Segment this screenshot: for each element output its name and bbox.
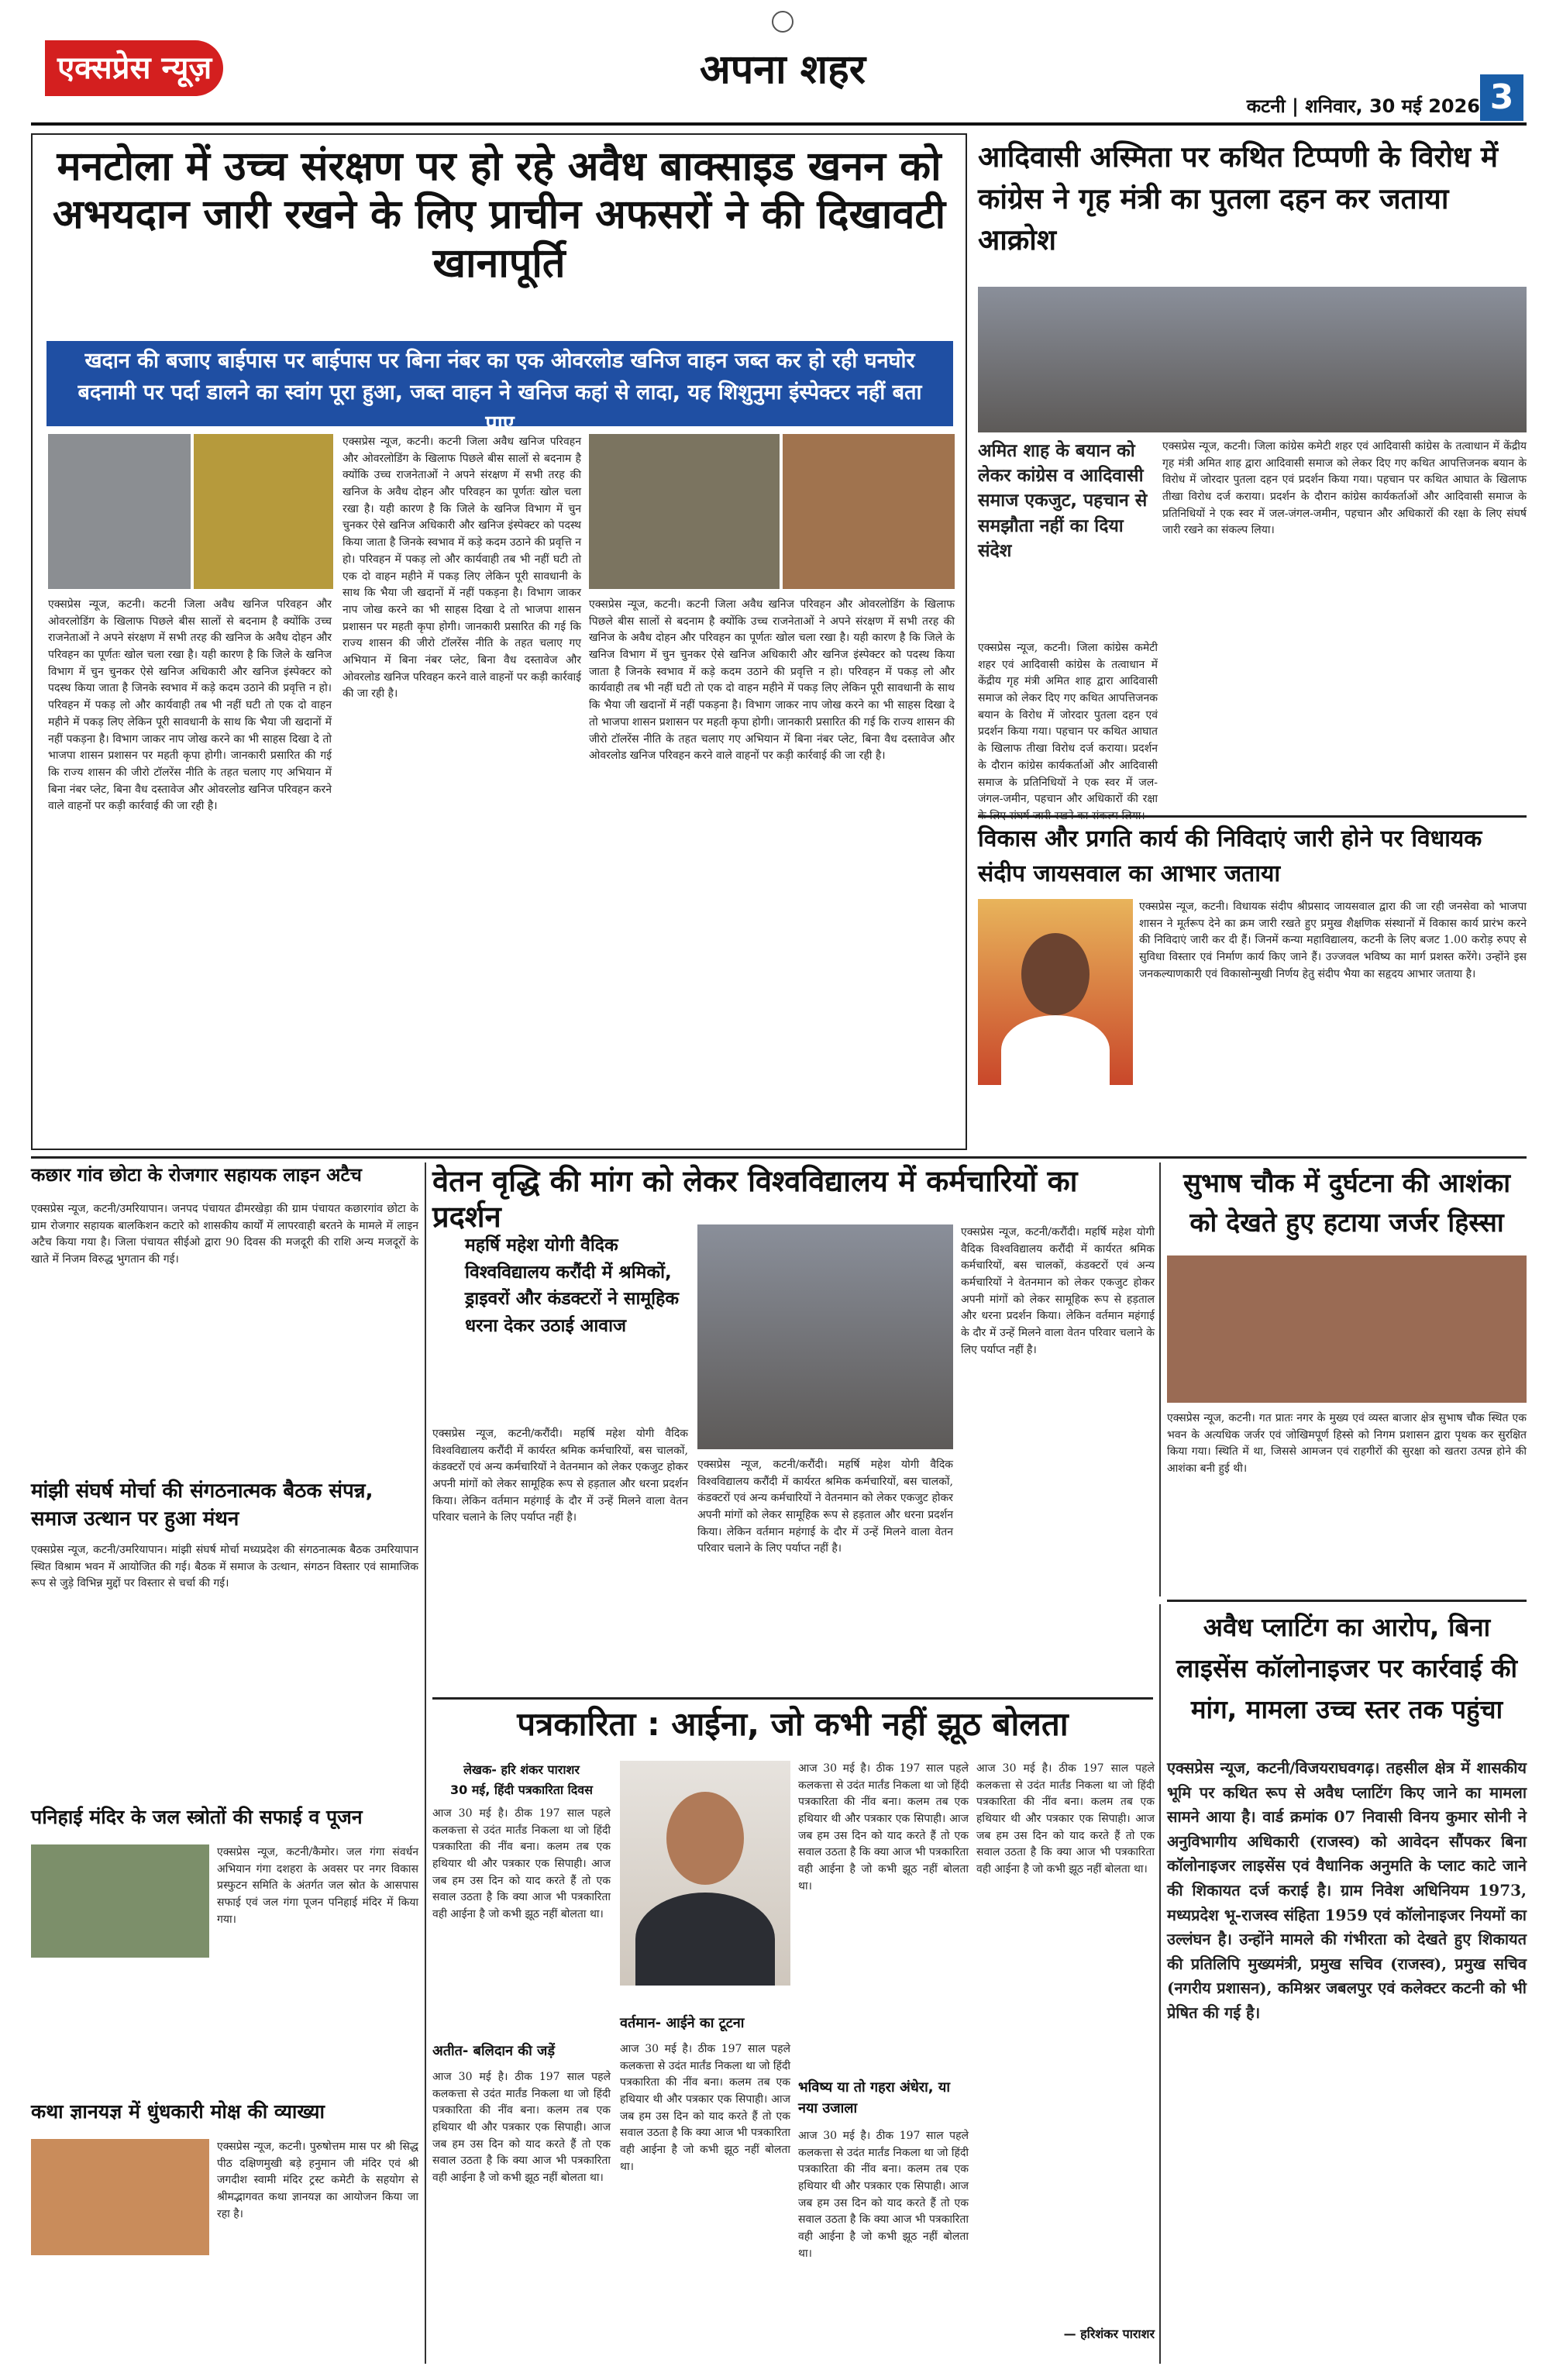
kachhar-body: एक्सप्रेस न्यूज, कटनी/उमरियापान। जनपद पंचायत ढीमरखेड़ा की ग्राम पंचायत कछारगांव छोटा के ग्राम रोजगार सहायक बालकिशन कटारे को शासकीय कार्यों में लापरवाही बरतने के मामले में लाइन अटैच किया गया है। जिला पंचायत सीईओ द्वारा 90 दिवस की मजदूरी की राशि अन्य मजदूरों के खाते में निजम विरुद्ध भुगतान की गई। (31, 1203, 418, 1266)
univ-body-col-1: एक्सप्रेस न्यूज, कटनी/करौंदी। महर्षि महेश योगी वैदिक विश्वविद्यालय करौंदी में कार्यरत श्रमिक कर्मचारियों, बस चालकों, कंडक्टरों एवं अन्य कर्मचारियों ने वेतनमान को लेकर एकजुट होकर अपनी मांगों को लेकर सामूहिक रूप से हड़ताल और धरना प्रदर्शन किया। लेकिन वर्तमान महंगाई के दौर में उन्हें मिलने वाला वेतन परिवार चलाने के लिए पर्याप्त नहीं है। (432, 1428, 688, 1524)
manjhi-headline: मांझी संघर्ष मोर्चा की संगठनात्मक बैठक संपन्न, समाज उत्थान पर हुआ मंथन (31, 1479, 374, 1531)
face-shape (666, 1792, 744, 1885)
masthead-logo: एक्सप्रेस न्यूज़ (45, 40, 223, 96)
katha-headline: कथा ज्ञानयज्ञ में धुंधकारी मोक्ष की व्याख्या (31, 2100, 325, 2123)
panihai-body: एक्सप्रेस न्यूज, कटनी/कैमोर। जल गंगा संवर्धन अभियान गंगा दशहरा के अवसर पर नगर विकास प्रस्फुटन समिति के अंतर्गत जल स्रोत के आसपास सफाई एवं जल गंगा पूजन पनिहाई मंदिर में किया गया। (217, 1846, 418, 1926)
congress-headline: आदिवासी अस्मिता पर कथित टिप्पणी के विरोध में कांग्रेस ने गृह मंत्री का पुतला दहन कर जताया आक्रोश (978, 140, 1499, 257)
patrakarita-dateline: 30 मई, हिंदी पत्रकारिता दिवस (450, 1782, 593, 1797)
panihai-headline: पनिहाई मंदिर के जल स्त्रोतों की सफाई व पूजन (31, 1806, 363, 1828)
patrakarita-body-col-1: आज 30 मई है। ठीक 197 साल पहले कलकत्ता से उदंत मार्तंड निकला था जो हिंदी पत्रकारिता की नींव बना। कलम तब एक हथियार थी और पत्रकार एक सिपाही। आज जब हम उस दिन को याद करते हैं तो एक सवाल उठता है कि क्या आज भी पत्रकारिता वही आईना है जो कभी झूठ नहीं बोलता था। (432, 1807, 611, 1921)
lead-deck: खदान की बजाए बाईपास पर बाईपास पर बिना नंबर का एक ओवरलोड खनिज वाहन जब्त कर हो रही घनघोर बदनामी पर पर्दा डालने का स्वांग पूरा हुआ, जब्त वाहन ने खनिज कहां से लादा, यह शिशुनुमा इंस्पेक्टर नहीं बता पाए (46, 341, 953, 426)
plotting-rule (1167, 1600, 1527, 1602)
patrakarita-body-col-3b: आज 30 मई है। ठीक 197 साल पहले कलकत्ता से उदंत मार्तंड निकला था जो हिंदी पत्रकारिता की नींव बना। कलम तब एक हथियार थी और पत्रकार एक सिपाही। आज जब हम उस दिन को याद करते हैं तो एक सवाल उठता है कि क्या आज भी पत्रकारिता वही आईना है जो कभी झूठ नहीं बोलता था। (798, 2130, 969, 2260)
mla-portrait (978, 899, 1133, 1085)
patrakarita-body-col-4: आज 30 मई है। ठीक 197 साल पहले कलकत्ता से उदंत मार्तंड निकला था जो हिंदी पत्रकारिता की नींव बना। कलम तब एक हथियार थी और पत्रकार एक सिपाही। आज जब हम उस दिन को याद करते हैं तो एक सवाल उठता है कि क्या आज भी पत्रकारिता वही आईना है जो कभी झूठ नहीं बोलता था। (976, 1762, 1155, 1876)
section-title: अपना शहर (700, 46, 866, 93)
univ-headline: वेतन वृद्धि की मांग को लेकर विश्वविद्यालय में कर्मचारियों का प्रदर्शन (432, 1164, 1078, 1234)
column-divider-3 (1159, 1604, 1161, 2364)
patrakarita-body-col-3: आज 30 मई है। ठीक 197 साल पहले कलकत्ता से उदंत मार्तंड निकला था जो हिंदी पत्रकारिता की नींव बना। कलम तब एक हथियार थी और पत्रकार एक सिपाही। आज जब हम उस दिन को याद करते हैं तो एक सवाल उठता है कि क्या आज भी पत्रकारिता वही आईना है जो कभी झूठ नहीं बोलता था। (798, 1762, 969, 1893)
patrakarita-sub-present: वर्तमान- आईने का टूटना (620, 2015, 745, 2031)
panihai-photo (31, 1844, 209, 1958)
subhash-headline: सुभाष चौक में दुर्घटना की आशंका को देखते हुए हटाया जर्जर हिस्सा (1182, 1168, 1511, 1238)
patrakarita-headline: पत्रकारिता : आईना, जो कभी नहीं झूठ बोलता (517, 1705, 1069, 1743)
lead-headline: मनटोला में उच्च संरक्षण पर हो रहे अवैध बाक्साइड खनन को अभयदान जारी रखने के लिए प्राचीन अफसरों ने की दिखावटी खानापूर्ति (52, 143, 946, 287)
plotting-body: एक्सप्रेस न्यूज, कटनी/विजयराघवगढ़। तहसील क्षेत्र में शासकीय भूमि पर कथित रूप से अवैध प्लाटिंग किए जाने का मामला सामने आया है। वार्ड क्रमांक 07 निवासी विनय कुमार सोनी ने अनुविभागीय अधिकारी (राजस्व) को आवेदन सौंपकर बिना कॉलोनाइजर लाइसेंस एवं वैधानिक अनुमति के प्लाट काटे जाने की शिकायत दर्ज कराई है। ग्राम निवेश अधिनियम 1973, मध्यप्रदेश भू-राजस्व संहिता 1959 एवं कॉलोनाइजर नियमों का उल्लंघन है। उन्होंने मामले की गंभीरता को देखते हुए शिकायत की प्रतिलिपि मुख्यमंत्री, प्रमुख सचिव (राजस्व), प्रमुख सचिव (नगरीय प्रशासन), कमिश्नर जबलपुर एवं कलेक्टर कटनी को भी प्रेषित की गई है। (1167, 1758, 1527, 2022)
truck-photo-1 (48, 434, 191, 589)
subhash-building-photo (1167, 1255, 1527, 1403)
author-portrait (620, 1761, 790, 1986)
coat-shape (635, 1893, 775, 1986)
masthead-rule (31, 122, 1527, 126)
congress-body-right: एक्सप्रेस न्यूज, कटनी। जिला कांग्रेस कमेटी शहर एवं आदिवासी कांग्रेस के तत्वाधान में केंद्रीय गृह मंत्री अमित शाह द्वारा आदिवासी समाज को लेकर दिए गए कथित आपत्तिजनक बयान के विरोध में जोरदार पुतला दहन एवं प्रदर्शन किया गया। पहचान पर कथित आघात के खिलाफ तीखा विरोध दर्ज कराया। प्रदर्शन के दौरान कांग्रेस कार्यकर्ताओं और आदिवासी समाज के प्रतिनिधियों ने एक स्वर में जल-जंगल-जमीन, पहचान और अधिकारों की रक्षा के लिए संघर्ष जारी रखने का संकल्प लिया। (1162, 440, 1527, 537)
mla-headline: विकास और प्रगति कार्य की निविदाएं जारी होने पर विधायक संदीप जायसवाल का आभार जताया (978, 825, 1482, 887)
plotting-headline: अवैध प्लाटिंग का आरोप, बिना लाइसेंस कॉलोनाइजर पर कार्रवाई की मांग, मामला उच्च स्तर तक पहुंचा (1176, 1612, 1518, 1724)
patrakarita-sub-future: भविष्य या तो गहरा अंधेरा, या नया उजाला (798, 2079, 951, 2117)
katha-body: एक्सप्रेस न्यूज, कटनी। पुरुषोत्तम मास पर श्री सिद्ध पीठ दक्षिणमुखी बड़े हनुमान जी मंदिर एवं श्री जगदीश स्वामी मंदिर ट्रस्ट कमेटी के सहयोग से श्रीमद्भागवत कथा ज्ञानयज्ञ का आयोजन किया जा रहा है। (217, 2141, 418, 2220)
subhash-body: एक्सप्रेस न्यूज, कटनी। गत प्रातः नगर के मुख्य एवं व्यस्त बाजार क्षेत्र सुभाष चौक स्थित एक भवन के अत्यधिक जर्जर एवं जोखिमपूर्ण हिस्से को निगम प्रशासन द्वारा पृथक कर सुरक्षित किया गया। स्थिति में था, जिससे आमजन एवं राहगीरों की सुरक्षा को खतरा उत्पन्न होने की आशंका बनी हुई थी। (1167, 1412, 1527, 1476)
truck-photo-2 (194, 434, 333, 589)
patrakarita-body-col-1b: आज 30 मई है। ठीक 197 साल पहले कलकत्ता से उदंत मार्तंड निकला था जो हिंदी पत्रकारिता की नींव बना। कलम तब एक हथियार थी और पत्रकार एक सिपाही। आज जब हम उस दिन को याद करते हैं तो एक सवाल उठता है कि क्या आज भी पत्रकारिता वही आईना है जो कभी झूठ नहीं बोलता था। (432, 2071, 611, 2185)
kachhar-headline: कछार गांव छोटा के रोजगार सहायक लाइन अटैच (31, 1164, 362, 1186)
katha-photo (31, 2139, 209, 2255)
page-number: 3 (1480, 74, 1523, 121)
shirt-shape (1001, 1015, 1110, 1085)
univ-pullquote: महर्षि महेश योगी वैदिक विश्वविद्यालय करौंदी में श्रमिकों, ड्राइवरों और कंडक्टरों ने सामूहिक धरना देकर उठाई आवाज (465, 1235, 679, 1336)
patrakarita-byline: लेखक- हरि शंकर पाराशर (463, 1762, 580, 1777)
manjhi-body: एक्सप्रेस न्यूज, कटनी/उमरियापान। मांझी संघर्ष मोर्चा मध्यप्रदेश की संगठनात्मक बैठक उमरियापान स्थित विश्राम भवन में आयोजित की गई। बैठक में समाज के उत्थान, संगठन विस्तार एवं सामाजिक रूप से जुड़े विभिन्न मुद्दों पर विस्तार से चर्चा की गई। (31, 1544, 418, 1590)
patrakarita-sub-past: अतीत- बलिदान की जड़ें (432, 2043, 556, 2059)
univ-body-col-2: एक्सप्रेस न्यूज, कटनी/करौंदी। महर्षि महेश योगी वैदिक विश्वविद्यालय करौंदी में कार्यरत श्रमिक कर्मचारियों, बस चालकों, कंडक्टरों एवं अन्य कर्मचारियों ने वेतनमान को लेकर एकजुट होकर अपनी मांगों को लेकर सामूहिक रूप से हड़ताल और धरना प्रदर्शन किया। लेकिन वर्तमान महंगाई के दौर में उन्हें मिलने वाला वेतन परिवार चलाने के लिए पर्याप्त नहीं है। (697, 1459, 953, 1555)
congress-body-left: एक्सप्रेस न्यूज, कटनी। जिला कांग्रेस कमेटी शहर एवं आदिवासी कांग्रेस के तत्वाधान में केंद्रीय गृह मंत्री अमित शाह द्वारा आदिवासी समाज को लेकर दिए गए कथित आपत्तिजनक बयान के विरोध में जोरदार पुतला दहन एवं प्रदर्शन किया गया। पहचान पर कथित आघात के खिलाफ तीखा विरोध दर्ज कराया। प्रदर्शन के दौरान कांग्रेस कार्यकर्ताओं और आदिवासी समाज के प्रतिनिधियों ने एक स्वर में जल-जंगल-जमीन, पहचान और अधिकारों की रक्षा (978, 642, 1158, 806)
mla-rule (978, 815, 1527, 818)
seized-vehicle-photo-1 (589, 434, 780, 589)
lead-body-col-1: एक्सप्रेस न्यूज, कटनी। कटनी जिला अवैध खनिज परिवहन और ओवरलोडिंग के खिलाफ पिछले बीस सालों से बदनाम है क्योंकि उच्च राजनेताओं ने अपने संरक्षण में सभी तरह की खनिज के अवैध दोहन और परिवहन का पूर्णतः खोल चला रखा है। यही कारण है कि जिले के खनिज विभाग में चुन चुनकर ऐसे खनिज अधिकारी और खनिज इंस्पेक्टर को पदस्थ किया जाता है जिनके स्वभाव में कड़े कदम उठाने की प्रवृत्ति न हो। परिवहन में पकड़ लो और कार्यवाही तब भी नहीं घटी तो एक दो वाहन महीने में पकड़ लिए लेकिन पूरी सावधानी के साथ कि भैया जी खदानों में नहीं पकड़ना है। विभाग जाकर नाप जोख करने का भी साहस दिखा दे तो भाजपा शासन प्रशासन पर महती कृपा होगी। जानकारी प्रसारित की गई कि राज्य शासन की जीरो टॉलरेंस नीति के तहत चलाए गए अभियान में बिना नंबर प्लेट, बिना वैध दस्तावेज और ओवरलोड खनिज परिवहन करने वाले वाहनों पर कड़ी कार्रवाई की जा रही है। (48, 598, 332, 813)
lead-body-col-3: एक्सप्रेस न्यूज, कटनी। कटनी जिला अवैध खनिज परिवहन और ओवरलोडिंग के खिलाफ पिछले बीस सालों से बदनाम है क्योंकि उच्च राजनेताओं ने अपने संरक्षण में सभी तरह की खनिज के अवैध दोहन और परिवहन का पूर्णतः खोल चला रखा है। यही कारण है कि जिले के खनिज विभाग में चुन चुनकर ऐसे खनिज अधिकारी और खनिज इंस्पेक्टर को पदस्थ किया जाता है जिनके स्वभाव में कड़े कदम उठाने की प्रवृत्ति न हो। परिवहन में पकड़ लो और कार्यवाही तब भी नहीं घटी तो एक दो वाहन महीने में पकड़ लिए लेकिन पूरी सावधानी के साथ कि भैया जी खदानों में नहीं पकड़ना है। विभाग जाकर नाप जोख करने का भी साहस दिखा दे तो भाजपा शासन प्रशासन पर महती कृपा होगी। जानकारी प्रसारित की गई कि राज्य शासन की जीरो टॉलरेंस नीति के तहत चलाए गए अभियान में बिना नंबर प्लेट, बिना वैध दस्तावेज और ओवरलोड खनिज परिवहन करने वाले वाहनों पर कड़ी कार्रवाई की जा रही है। (589, 598, 955, 763)
patrakarita-body-col-2: आज 30 मई है। ठीक 197 साल पहले कलकत्ता से उदंत मार्तंड निकला था जो हिंदी पत्रकारिता की नींव बना। कलम तब एक हथियार थी और पत्रकार एक सिपाही। आज जब हम उस दिन को याद करते हैं तो एक सवाल उठता है कि क्या आज भी पत्रकारिता वही आईना है जो कभी झूठ नहीं बोलता था। (620, 2043, 790, 2173)
registration-mark (772, 11, 793, 33)
mla-body: एक्सप्रेस न्यूज, कटनी। विधायक संदीप श्रीप्रसाद जायसवाल द्वारा की जा रही जनसेवा को भाजपा शासन ने मूर्तरूप देने का क्रम जारी रखते हुए प्रमुख शैक्षणिक संस्थानों में विकास कार्य प्रारंभ करने की निविदाएं जारी कर दी हैं। जिनमें कन्या महाविद्यालय, कटनी के लिए बजट 1.00 करोड़ रुपए से सुविधा विस्तार एवं निर्माण कार्य किए जाने हैं। उज्जवल भविष्य का मार्ग प्रशस्त करेंगे। उन्होंने इस जनकल्याणकारी एवं विकासोन्मुखी निर्णय हेतु संदीप भैया का सहृदय आभार जताया है। (1139, 901, 1527, 980)
face-shape (1021, 933, 1090, 1015)
column-divider (425, 1162, 426, 2364)
masthead-date: कटनी | शनिवार, 30 मई 2026 (1246, 95, 1480, 117)
opinion-rule (432, 1697, 1153, 1700)
congress-pullquote: अमित शाह के बयान को लेकर कांग्रेस व आदिवासी समाज एकजुट, पहचान से समझौता नहीं का दिया संदेश (978, 441, 1148, 561)
univ-body-col-3: एक्सप्रेस न्यूज, कटनी/करौंदी। महर्षि महेश योगी वैदिक विश्वविद्यालय करौंदी में कार्यरत श्रमिक कर्मचारियों, बस चालकों, कंडक्टरों एवं अन्य कर्मचारियों ने वेतनमान को लेकर एकजुट होकर अपनी मांगों को लेकर सामूहिक रूप से हड़ताल और धरना प्रदर्शन किया। लेकिन वर्तमान महंगाई के दौर में उन्हें मिलने वाला वेतन परिवार चलाने के लिए पर्याप्त नहीं है। (961, 1226, 1155, 1356)
patrakarita-signature: — हरिशंकर पाराशर (1063, 2327, 1155, 2341)
seized-vehicle-photo-2 (783, 434, 955, 589)
column-divider-2 (1159, 1162, 1161, 1596)
univ-protest-photo (697, 1224, 953, 1449)
lead-body-col-2: एक्सप्रेस न्यूज, कटनी। कटनी जिला अवैध खनिज परिवहन और ओवरलोडिंग के खिलाफ पिछले बीस सालों से बदनाम है क्योंकि उच्च राजनेताओं ने अपने संरक्षण में सभी तरह की खनिज के अवैध दोहन और परिवहन का पूर्णतः खोल चला रखा है। यही कारण है कि जिले के खनिज विभाग में चुन चुनकर ऐसे खनिज अधिकारी और खनिज इंस्पेक्टर को पदस्थ किया जाता है जिनके स्वभाव में कड़े कदम उठाने की प्रवृत्ति न हो। परिवहन में पकड़ लो और कार्यवाही तब भी नहीं घटी तो एक दो वाहन महीने में पकड़ लिए लेकिन पूरी सावधानी के साथ कि भैया जी खदानों में नहीं पकड़ना है। विभाग जाकर नाप जोख करने का भी साहस दिखा दे तो भाजपा शासन प्रशासन पर महती कृपा होगी। जानकारी प्रसारित की गई कि राज्य शासन की जीरो टॉलरेंस नीति के तहत चलाए गए अभियान में बिना नंबर प्लेट, बिना वैध दस्तावेज और ओवरलोड खनिज परिवहन करने वाले वाहनों पर कड़ी कार्रवाई की जा रही है। (343, 436, 581, 701)
section-rule (31, 1156, 1527, 1159)
effigy-protest-photo (978, 287, 1527, 432)
